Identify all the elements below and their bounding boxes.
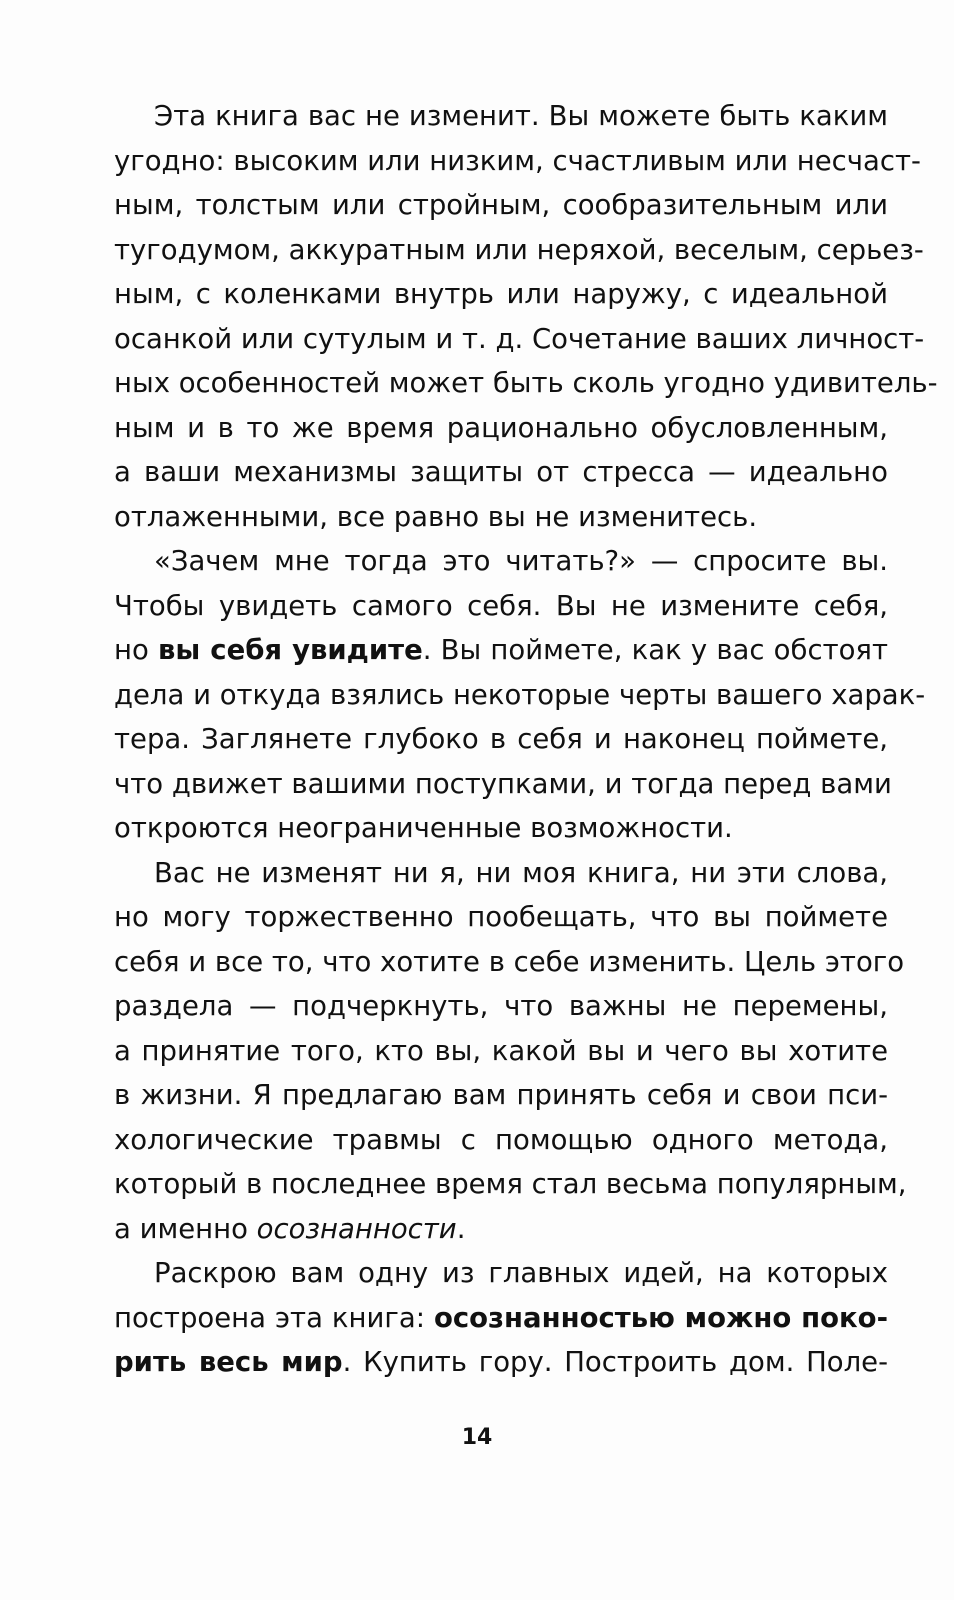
text-line: Раскрою вам одну из главных идей, на которых: [154, 1257, 888, 1289]
page-number: 14: [461, 1425, 493, 1450]
bold-phrase: рить весь мир: [114, 1346, 343, 1378]
text-line: «Зачем мне тогда это читать?» — спросите вы.: [154, 545, 888, 577]
text-line: дела и откуда взялись некоторые черты вашего харак-: [114, 678, 926, 711]
text-line: в жизни. Я предлагаю вам принять себя и свои пси-: [114, 1079, 888, 1111]
text-line: тера. Заглянете глубоко в себя и наконец поймете,: [114, 723, 888, 755]
text-run: . Вы поймете, как у вас обстоят: [422, 634, 888, 666]
text-line: Эта книга вас не изменит. Вы можете быть каким: [154, 100, 888, 132]
text-line-with-bold: [114, 1340, 888, 1385]
text-run: .: [456, 1212, 466, 1245]
paragraph-3: [114, 851, 907, 1252]
text-line: а принятие того, кто вы, какой вы и чего вы хотите: [114, 1034, 888, 1067]
paragraph-2: [114, 539, 926, 851]
italic-term: осознанности: [256, 1212, 457, 1245]
text-line: себя и все то, что хотите в себе изменить. Цель этого: [114, 945, 905, 978]
text-line: Вас не изменят ни я, ни моя книга, ни эти слова,: [154, 856, 888, 889]
paragraph-1: [114, 94, 938, 539]
bold-phrase: осознанностью можно поко-: [433, 1301, 888, 1334]
text-line: отлаженными, все равно вы не изменитесь.: [114, 500, 758, 533]
text-line: что движет вашими поступками, и тогда перед вами: [114, 767, 892, 800]
text-line: угодно: высоким или низким, счастливым или несчаст-: [114, 144, 921, 177]
text-line-with-bold: [114, 1296, 888, 1341]
text-line: который в последнее время стал весьма популярным,: [114, 1168, 907, 1200]
text-line-with-bold: [114, 628, 888, 673]
text-run: . Купить гору. Построить дом. Поле-: [342, 1346, 889, 1378]
bold-phrase: вы себя увидите: [157, 634, 423, 666]
body-text: [114, 94, 938, 1385]
text-line: ным, с коленками внутрь или наружу, с идеальной: [114, 278, 888, 310]
text-line: но могу торжественно пообещать, что вы поймете: [114, 901, 888, 933]
text-run: а именно: [114, 1212, 257, 1245]
paragraph-4: [114, 1251, 888, 1385]
text-line: тугодумом, аккуратным или неряхой, веселым, серьез-: [114, 233, 924, 266]
text-run: построена эта книга:: [114, 1301, 434, 1334]
text-line: осанкой или сутулым и т. д. Сочетание ваших личност-: [114, 322, 925, 355]
text-line-with-italic: [114, 1207, 888, 1252]
text-line: ным, толстым или стройным, сообразительным или: [114, 189, 888, 221]
text-run: но: [114, 634, 158, 666]
text-line: ных особенностей может быть сколь угодно удивитель-: [114, 367, 938, 399]
text-line: хологические травмы с помощью одного метода,: [114, 1123, 888, 1156]
text-line: а ваши механизмы защиты от стресса — идеально: [114, 456, 888, 488]
text-line: Чтобы увидеть самого себя. Вы не измените себя,: [114, 589, 888, 622]
text-line: раздела — подчеркнуть, что важны не перемены,: [114, 990, 888, 1022]
text-line: откроются неограниченные возможности.: [114, 812, 733, 844]
text-line: ным и в то же время рационально обусловленным,: [114, 411, 888, 444]
